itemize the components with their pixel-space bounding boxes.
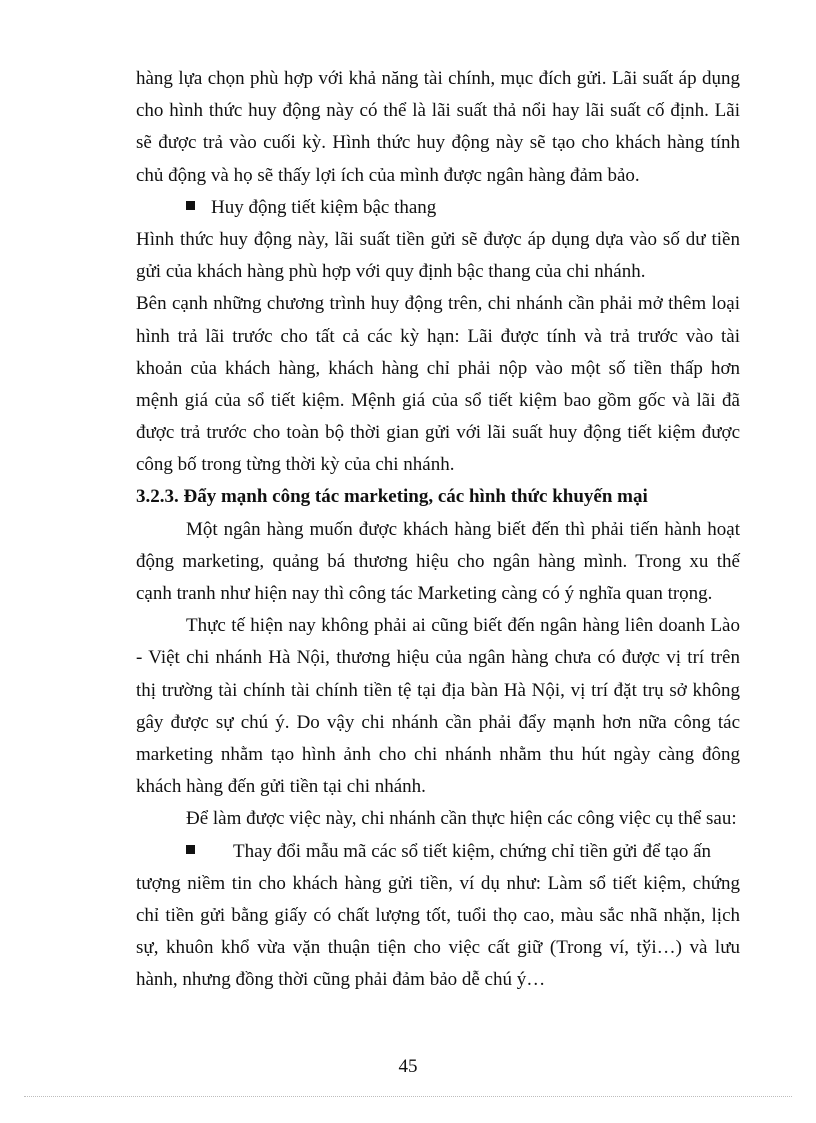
text-line: Bên cạnh những chương trình huy động trên, chi nhánh cần phải mở thêm loại <box>136 293 740 315</box>
text-line: - Việt chi nhánh Hà Nội, thương hiệu của ngân hàng chưa có được vị trí trên <box>136 647 740 669</box>
text-line: cạnh tranh như hiện nay thì công tác Marketing càng có ý nghĩa quan trọng. <box>136 583 713 604</box>
text-line: Thực tế hiện nay không phải ai cũng biết đến ngân hàng liên doanh Lào <box>186 615 740 637</box>
text-line: gửi của khách hàng phù hợp với quy định bậc thang của chi nhánh. <box>136 261 646 283</box>
section-heading: 3.2.3. Đẩy mạnh công tác marketing, các hình thức khuyến mại <box>136 486 648 508</box>
text-line: marketing nhằm tạo hình ảnh cho chi nhánh nhằm thu hút ngày càng đông <box>136 743 740 765</box>
page-number: 45 <box>398 1056 418 1077</box>
body-text <box>136 63 740 996</box>
text-line: hàng lựa chọn phù hợp với khả năng tài chính, mục đích gửi. Lãi suất áp dụng <box>136 68 740 89</box>
text-line: cho hình thức huy động này có thể là lãi suất thả nổi hay lãi suất cố định. Lãi <box>136 100 740 122</box>
text-line: gây được sự chú ý. Do vậy chi nhánh cần phải đẩy mạnh hơn nữa công tác <box>136 711 740 733</box>
text-line: Một ngân hàng muốn được khách hàng biết đến thì phải tiến hành hoạt <box>186 518 740 540</box>
footer-divider <box>24 1096 792 1097</box>
text-line: chủ động và họ sẽ thấy lợi ích của mình được ngân hàng đảm bảo. <box>136 164 640 186</box>
bullet-item-text: Thay đổi mẫu mã các sổ tiết kiệm, chứng chỉ tiền gửi để tạo ấn <box>233 840 712 862</box>
text-line: Để làm được việc này, chi nhánh cần thực hiện các công việc cụ thể sau: <box>186 808 737 830</box>
text-line: Hình thức huy động này, lãi suất tiền gửi sẽ được áp dụng dựa vào số dư tiền <box>136 228 740 250</box>
text-line: chỉ tiền gửi bằng giấy có chất lượng tốt, tuổi thọ cao, màu sắc nhã nhặn, lịch <box>136 904 740 926</box>
text-line: được trả trước cho toàn bộ thời gian gửi với lãi suất huy động tiết kiệm được <box>136 422 740 444</box>
text-line: tượng niềm tin cho khách hàng gửi tiền, ví dụ như: Làm sổ tiết kiệm, chứng <box>136 872 740 894</box>
text-line: động marketing, quảng bá thương hiệu cho ngân hàng mình. Trong xu thế <box>136 550 740 572</box>
text-line: hình trả lãi trước cho tất cả các kỳ hạn: Lãi được tính và trả trước vào tài <box>136 325 740 347</box>
bullet-item-text: Huy động tiết kiệm bậc thang <box>211 196 437 218</box>
text-line: thị trường tài chính tài chính tiền tệ tại địa bàn Hà Nội, vị trí đặt trụ sở không <box>136 679 740 701</box>
text-line: công bố trong từng thời kỳ của chi nhánh. <box>136 454 455 476</box>
text-line: sự, khuôn khổ vừa vặn thuận tiện cho việc cất giữ (Trong ví, tўi…) và lưu <box>136 937 740 959</box>
bullet-item <box>136 836 740 868</box>
text-line: hành, nhưng đồng thời cũng phải đảm bảo dễ chú ý… <box>136 969 546 991</box>
bullet-item <box>136 192 740 224</box>
text-line: khoản của khách hàng, khách hàng chỉ phải nộp vào một số tiền thấp hơn <box>136 357 740 379</box>
text-line: sẽ được trả vào cuối kỳ. Hình thức huy động này sẽ tạo cho khách hàng tính <box>136 132 740 154</box>
text-line: khách hàng đến gửi tiền tại chi nhánh. <box>136 776 426 798</box>
text-line: mệnh giá của sổ tiết kiệm. Mệnh giá của sổ tiết kiệm bao gồm gốc và lãi đã <box>136 389 740 411</box>
square-bullet-icon <box>186 845 195 854</box>
square-bullet-icon <box>186 201 195 210</box>
